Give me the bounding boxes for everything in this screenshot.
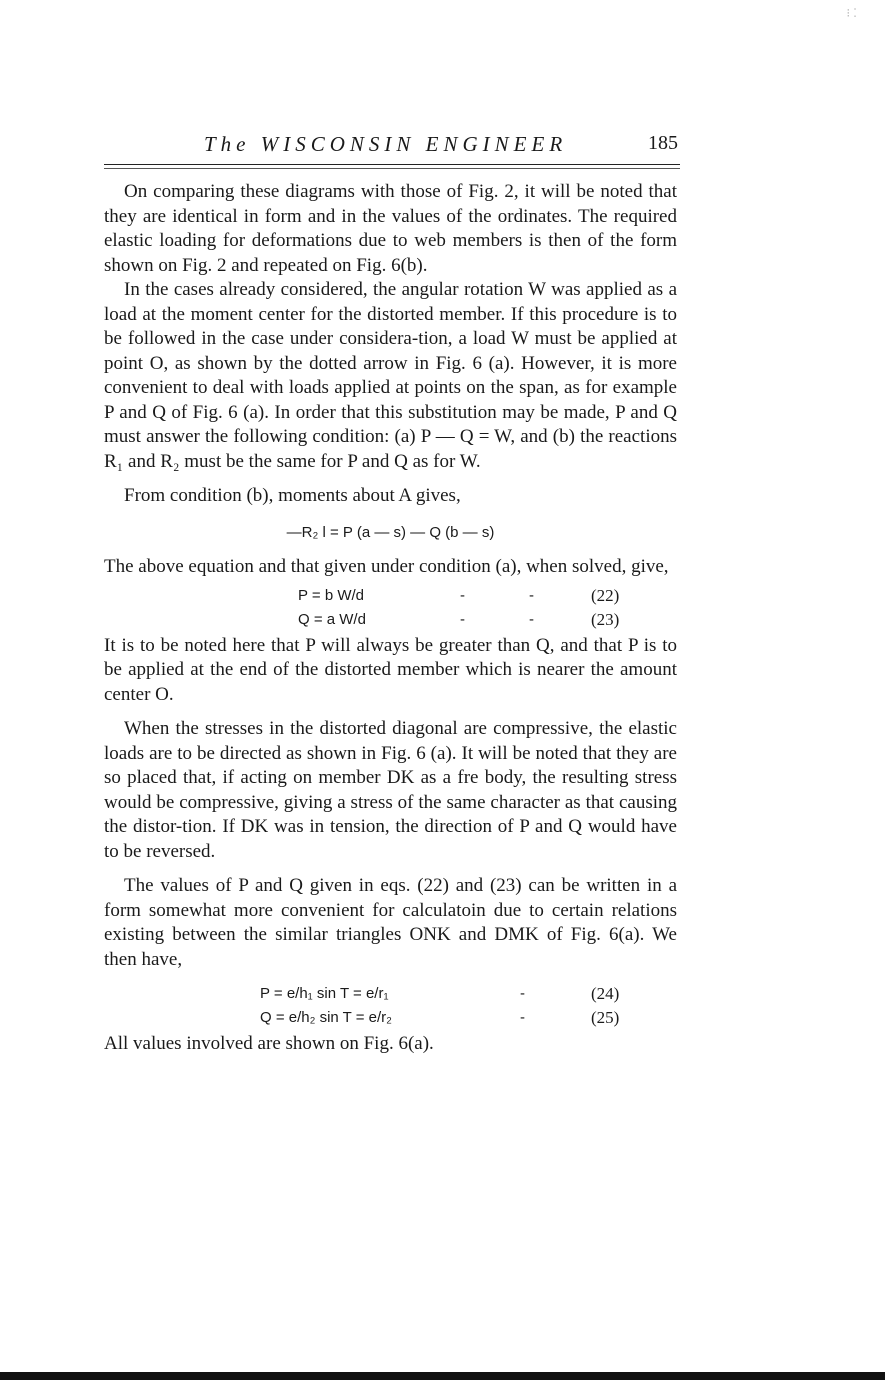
paragraph: From condition (b), moments about A gives, (124, 485, 461, 506)
header-rule (104, 164, 680, 165)
equation-25 (104, 1006, 677, 1030)
paragraph: When the stresses in the distorted diagonal are compressive, the elastic loads are to be directed as shown in Fig. 6 (a). It will be noted that they are so placed that, if acting on member DK as a fre body, the resulting stress would be compressive, giving a stress of the same character as that causing the distor-tion. If DK was in tension, the direction of P and Q would have to be reversed. (104, 718, 677, 862)
leader-dash: - (529, 610, 534, 628)
paragraph: The above equation and that given under condition (a), when solved, give, (104, 556, 669, 577)
paragraph: In the cases already considered, the angular rotation W was applied as a load at the moment center for the distorted member. If this procedure is to be followed in the case under considera-tion, a load W must be applied at point O, as shown by the dotted arrow in Fig. 6 (a). However, it is more convenient to deal with loads applied at points on the span, as for example P and Q of Fig. 6 (a). In order that this substitution may be made, P and Q must answer the following condition: (a) P — Q = W, and (b) the reactions R₁ and R₂ must be the same for P and Q as for W. (104, 279, 677, 472)
paragraph: All values involved are shown on Fig. 6(a). (104, 1033, 434, 1054)
equation-22 (104, 584, 677, 608)
page-number: 185 (648, 132, 678, 154)
header-rule-thin (104, 168, 680, 169)
equation-moment: —R₂ l = P (a — s) — Q (b — s) (286, 523, 495, 541)
equation-24 (104, 982, 677, 1006)
equation-number: (22) (591, 585, 620, 605)
equation-number: (23) (591, 609, 620, 629)
paragraph: On comparing these diagrams with those of Fig. 2, it will be noted that they are identical in form and in the values of the ordinates. The required elastic loading for deformations due to web members is then of the form shown on Fig. 2 and repeated on Fig. 6(b). (104, 181, 677, 276)
equation-lhs: P = e/h₁ sin T = e/r₁ (260, 985, 389, 1002)
leader-dash: - (520, 1009, 525, 1026)
equation-lhs: Q = e/h₂ sin T = e/r₂ (260, 1009, 392, 1026)
running-header (104, 132, 680, 162)
scan-edge-bar (0, 1372, 885, 1380)
equation-number: (25) (591, 1008, 620, 1027)
body-text (104, 180, 677, 1057)
equation-block (104, 584, 677, 632)
equation-block (104, 982, 677, 1030)
equation-lhs: P = b W/d (298, 586, 365, 604)
leader-dash: - (460, 586, 465, 604)
equation-23 (104, 608, 677, 632)
leader-dash: - (460, 610, 465, 628)
equation-lhs: Q = a W/d (298, 610, 366, 628)
paragraph: It is to be noted here that P will always be greater than Q, and that P is to be applied at the end of the distorted member which is nearer the amount center O. (104, 634, 677, 705)
corner-marks: ⁝ ⁚ (846, 6, 857, 20)
leader-dash: - (520, 985, 525, 1002)
equation-number: (24) (591, 984, 620, 1003)
leader-dash: - (529, 586, 534, 604)
paragraph: The values of P and Q given in eqs. (22) and (23) can be written in a form somewhat more convenient for calculatoin due to certain relations existing between the similar triangles ONK and DMK of Fig. 6(a). We then have, (104, 875, 677, 970)
running-title: The WISCONSIN ENGINEER (204, 132, 568, 156)
